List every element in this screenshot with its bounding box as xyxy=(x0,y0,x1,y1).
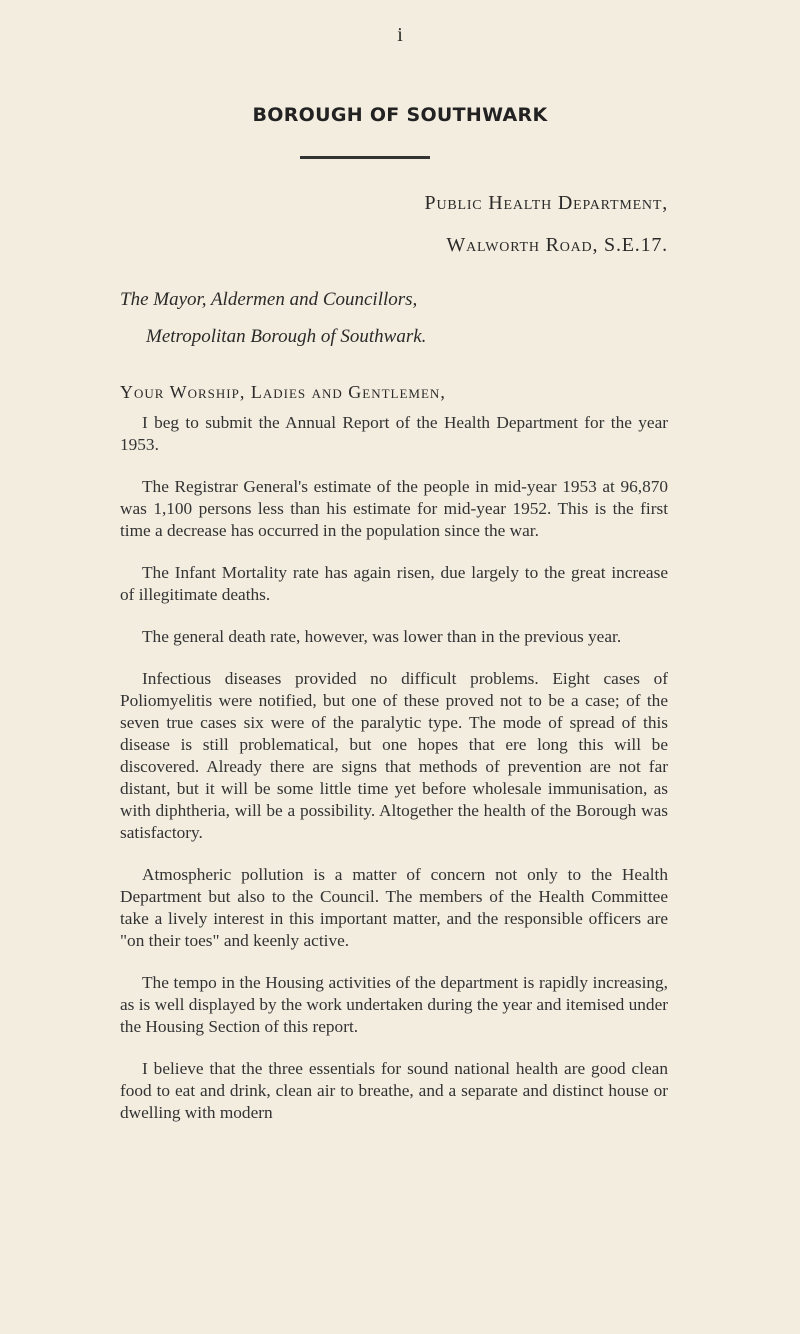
report-body xyxy=(120,412,668,1144)
address-line-department: Public Health Department, xyxy=(424,192,668,214)
paragraph-intro: I beg to submit the Annual Report of the Health Department for the year 1953. xyxy=(120,413,668,454)
page-number: i xyxy=(397,24,403,46)
paragraph-essentials: I believe that the three essentials for sound national health are good clean food to eat and drink, clean air to breathe, and a separate and distinct house or dwelling with modern xyxy=(120,1059,668,1122)
paragraph-housing: The tempo in the Housing activities of the department is rapidly increasing, as is well displayed by the work undertaken during the year and itemised under the Housing Section of this report. xyxy=(120,973,668,1036)
greeting: Your Worship, Ladies and Gentlemen, xyxy=(120,382,446,402)
paragraph-population: The Registrar General's estimate of the people in mid-year 1953 at 96,870 was 1,100 persons less than his estimate for mid-year 1952. This is the first time a decrease has occurred in the population since the war. xyxy=(120,477,668,540)
salutation-borough: Metropolitan Borough of Southwark. xyxy=(146,326,427,347)
paragraph-death-rate: The general death rate, however, was lower than in the previous year. xyxy=(142,627,622,646)
salutation-recipients: The Mayor, Aldermen and Councillors, xyxy=(120,289,418,310)
title-divider xyxy=(300,156,430,159)
document-title: BOROUGH OF SOUTHWARK xyxy=(252,104,548,126)
address-line-street: Walworth Road, S.E.17. xyxy=(446,234,668,256)
paragraph-infant-mortality: The Infant Mortality rate has again risen, due largely to the great increase of illegitimate deaths. xyxy=(120,563,668,604)
paragraph-infectious-diseases: Infectious diseases provided no difficult problems. Eight cases of Poliomyelitis were notified, but one of these proved not to be a case; of the seven true cases six were of the paralytic type. The mode of spread of this disease is still problematical, but one hopes that ere long this will be discovered. Already there are signs that methods of prevention are not far distant, but it will be some little time yet before wholesale immunisation, as with diphtheria, will be a possibility. Altogether the health of the Borough was satisfactory. xyxy=(120,669,668,842)
paragraph-atmospheric-pollution: Atmospheric pollution is a matter of concern not only to the Health Department but also to the Council. The members of the Health Committee take a lively interest in this important matter, and the responsible officers are "on their toes" and keenly active. xyxy=(120,865,668,950)
